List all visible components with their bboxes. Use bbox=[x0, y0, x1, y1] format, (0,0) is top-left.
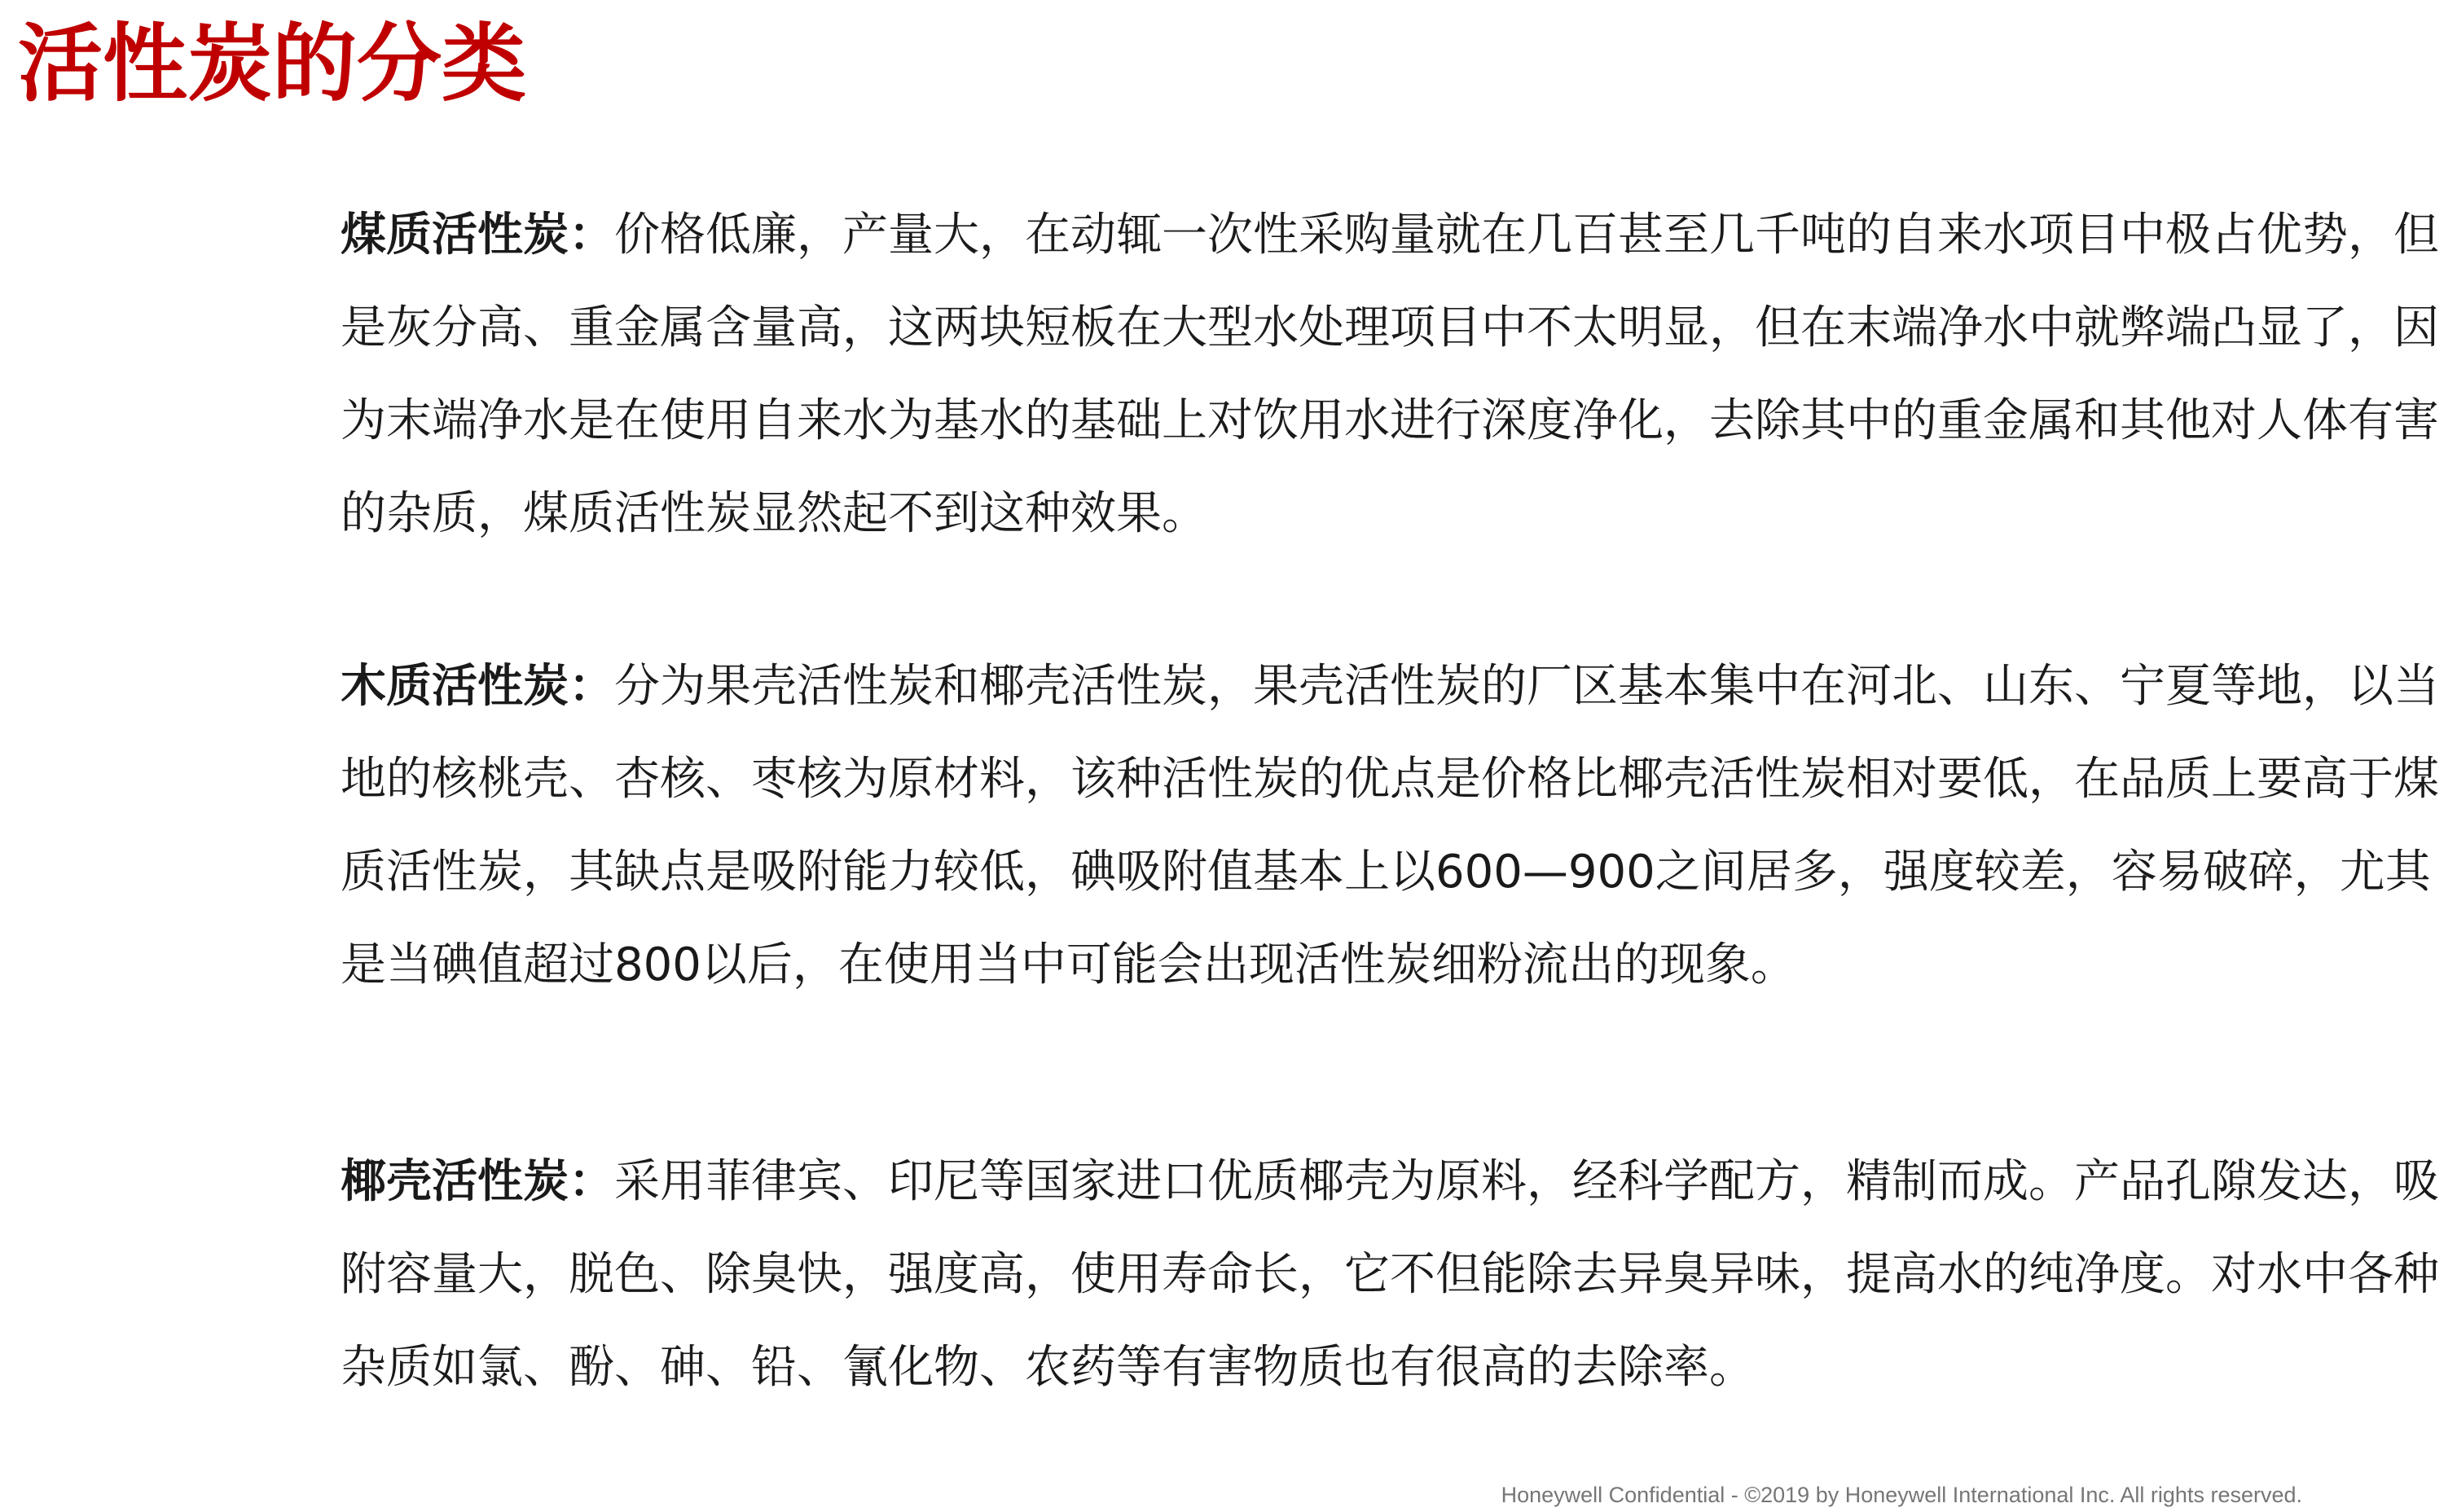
paragraph-term: 木质活性炭 bbox=[341, 660, 569, 713]
paragraph-coconut-activated-carbon bbox=[341, 1136, 2442, 1414]
confidentiality-footer: Honeywell Confidential - ©2019 by Honeywell International Inc. All rights reserved. bbox=[1501, 1483, 2302, 1507]
term-separator: ： bbox=[569, 1155, 614, 1208]
paragraph-text: 价格低廉，产量大，在动辄一次性采购量就在几百甚至几千吨的自来水项目中极占优势，但是灰分高、重金属含量高，这两块短板在大型水处理项目中不太明显，但在末端净水中就弊端凸显了，因为末端净水是在使用自来水为基水的基础上对饮用水进行深度净化，去除其中的重金属和其他对人体有害的杂质，煤质活性炭显然起不到这种效果。 bbox=[341, 209, 2439, 540]
page-title: 活性炭的分类 bbox=[18, 14, 527, 113]
paragraph-wood-activated-carbon bbox=[341, 640, 2442, 1012]
term-separator: ： bbox=[569, 660, 614, 713]
term-separator: ： bbox=[569, 209, 614, 262]
paragraph-text: 分为果壳活性炭和椰壳活性炭，果壳活性炭的厂区基本集中在河北、山东、宁夏等地，以当地的核桃壳、杏核、枣核为原材料，该种活性炭的优点是价格比椰壳活性炭相对要低，在品质上要高于煤质活性炭，其缺点是吸附能力较低，碘吸附值基本上以600—900之间居多，强度较差，容易破碎，尤其是当碘值超过800以后，在使用当中可能会出现活性炭细粉流出的现象。 bbox=[341, 660, 2439, 991]
paragraph-term: 煤质活性炭 bbox=[341, 209, 569, 262]
paragraph-text: 采用菲律宾、印尼等国家进口优质椰壳为原料，经科学配方，精制而成。产品孔隙发达，吸附容量大，脱色、除臭快，强度高，使用寿命长，它不但能除去异臭异味，提高水的纯净度。对水中各种杂质如氯、酚、砷、铅、氰化物、农药等有害物质也有很高的去除率。 bbox=[341, 1155, 2439, 1394]
paragraph-term: 椰壳活性炭 bbox=[341, 1155, 569, 1208]
paragraph-coal-activated-carbon bbox=[341, 189, 2442, 560]
